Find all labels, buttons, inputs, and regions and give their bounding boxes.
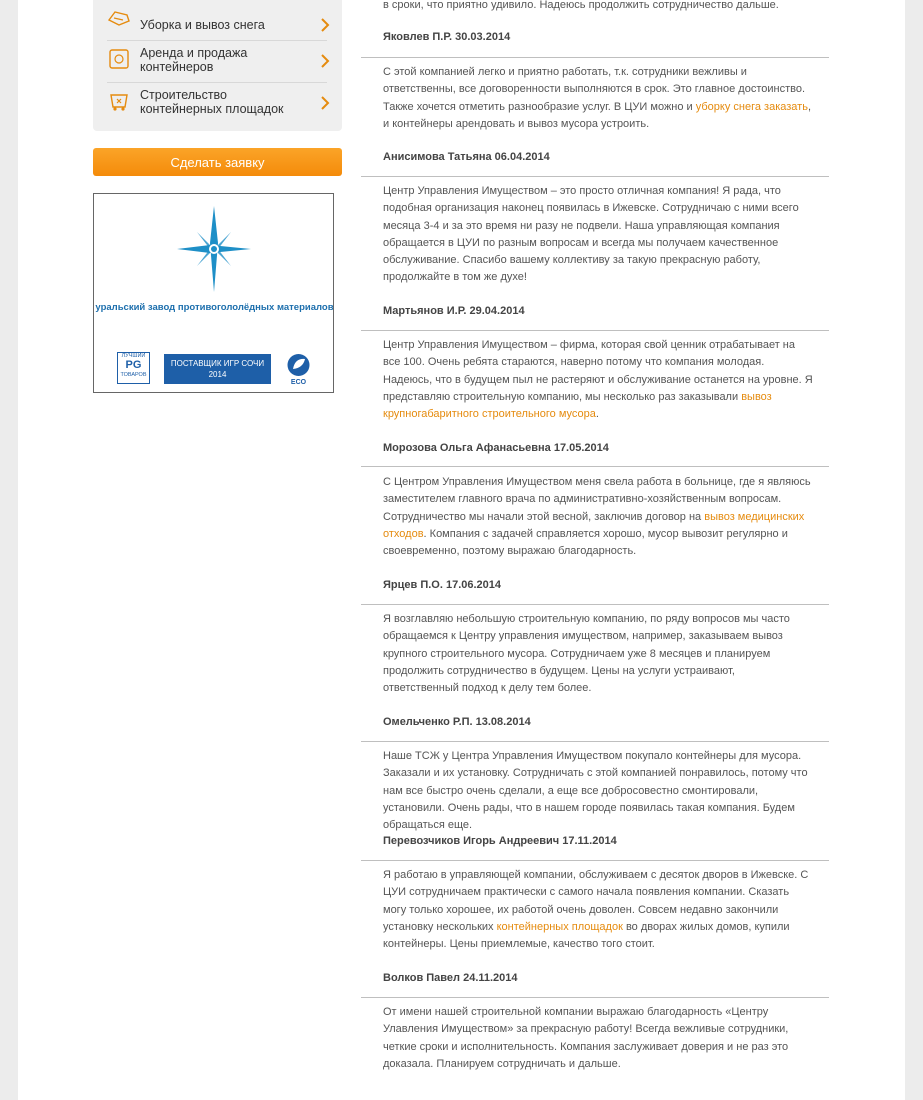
review-divider — [361, 997, 829, 998]
review-text-part: С этой компанией легко и приятно работать, т.к. сотрудники вежливы и ответственны, все договоренности выполняются в срок. Это главное достоинство. Также хочется отметить разнообразие услуг. В ЦУИ можно и — [383, 66, 806, 113]
container-icon — [107, 47, 131, 71]
review-text — [383, 867, 813, 953]
review-text-part: Я работаю в управляющей компании, обслуживаем с десяток дворов в Ижевске. С ЦУИ сотрудничаем практически с самого начала появления компании. Сказать могу только хорошее, их работой очень доволен. Совсем недавно закончили установку нескольких — [383, 869, 809, 933]
review-text-part: во дворах жилых домов, купили контейнеры. Цены приемлемые, качество того стоит. — [383, 920, 790, 951]
construction-waste-link[interactable]: вывоз крупногабаритного строительного мусора — [383, 390, 772, 421]
container-sites-link[interactable]: контейнерных площадок — [496, 920, 623, 933]
review-divider — [361, 176, 829, 177]
review-text-part: . Компания с задачей справляется хорошо, мусор вывозит регулярно и своевременно, поэтому выражаю благодарность. — [383, 527, 788, 558]
review-text: Наше ТСЖ у Центра Управления Имуществом покупало контейнеры для мусора. Заказали и их установку. Сотрудничать с этой компанией понравилось, потому что нам все быстро очень сделали, а еще все добросовестно смонтировали, установили. Очень рады, что в нашем городе появилась такая компания. Будем обращаться еще. — [383, 750, 808, 832]
review-author: Волков Павел 24.11.2014 — [383, 972, 518, 984]
badge-line: ЛУЧШИЙ — [121, 353, 146, 359]
review-text-part: С Центром Управления Имуществом меня свела работа в больнице, где я являюсь заместителем главного врача по административно-хозяйственным вопросам. Сотрудничество мы начали этой весной, заключив договор на — [383, 476, 811, 523]
review-divider — [361, 57, 829, 58]
best-goods-badge — [117, 352, 150, 384]
eco-label: ECO — [290, 379, 307, 385]
sidebar-banner[interactable] — [93, 193, 334, 393]
review-text: Я возглавляю небольшую строительную компанию, по ряду вопросов мы часто обращаемся к Центру управления имуществом, например, заказываем вывоз крупного строительного мусора. Сотрудничаем уже 8 месяцев и планируем продолжить сотрудничество в будущем. Цены на услуги устраивают, ответственный подход к делу тем более. — [383, 613, 790, 695]
medical-waste-link[interactable]: вывоз медицинских отходов — [383, 510, 805, 540]
supplier-badge: ПОСТАВЩИК ИГР СОЧИ 2014 — [164, 354, 271, 384]
review-text — [383, 64, 813, 133]
sidebar-menu — [93, 0, 342, 131]
chevron-right-icon — [320, 96, 330, 110]
compass-star-logo — [177, 206, 251, 292]
sidebar-item-containers[interactable] — [93, 41, 342, 82]
review-text-part: , и контейнеры арендовать и вывоз мусора устроить. — [383, 100, 811, 130]
badge-line: ТОВАРОВ — [120, 372, 147, 378]
review-text: в сроки, что приятно удивило. Надеюсь продолжить сотрудничество дальше. — [383, 0, 779, 11]
review-author: Анисимова Татьяна 06.04.2014 — [383, 151, 550, 163]
container-site-icon — [107, 89, 131, 113]
chevron-right-icon — [320, 18, 330, 32]
snow-removal-link[interactable]: уборку снега заказать — [695, 100, 808, 113]
review-author: Яковлев П.Р. 30.03.2014 — [383, 31, 511, 43]
sidebar-item-container-sites[interactable] — [93, 83, 342, 124]
review-text — [383, 474, 813, 560]
eco-leaf-icon — [285, 353, 312, 385]
review-text-part: . — [595, 408, 599, 421]
review-divider — [361, 741, 829, 742]
review-divider — [361, 860, 829, 861]
chevron-right-icon — [320, 54, 330, 68]
review-author: Мартьянов И.Р. 29.04.2014 — [383, 305, 525, 317]
banner-title: уральский завод противогололёдных материалов — [95, 302, 334, 313]
make-request-button[interactable]: Сделать заявку — [93, 148, 342, 176]
badge-line: PG — [125, 359, 142, 371]
review-text: Центр Управления Имуществом – это просто отличная компания! Я рада, что подобная организация наконец появилась в Ижевске. Сотрудничаю с ними всего месяца 3-4 и за это время ни разу не подвели. Наша управляющая компания обращается в ЦУИ по разным вопросам и всегда мы получаем качественное обслуживание. Спасибо вашему коллективу за такую прекрасную работу, продолжайте в том же духе! — [383, 185, 799, 284]
review-author: Морозова Ольга Афанасьевна 17.05.2014 — [383, 442, 609, 454]
review-text — [383, 337, 813, 423]
review-divider — [361, 604, 829, 605]
sidebar-item-snow-removal[interactable] — [93, 0, 342, 39]
sidebar-item-label: Аренда и продажа контейнеров — [140, 46, 248, 74]
review-divider — [361, 330, 829, 331]
sidebar-item-label: Уборка и вывоз снега — [140, 18, 265, 32]
review-author: Омельченко Р.П. 13.08.2014 — [383, 716, 531, 728]
review-text-part: Центр Управления Имуществом – фирма, которая свой ценник отрабатывает на все 100. Очень ребята стараются, наверно потому что компания молодая. Надеюсь, что в будущем пыл не растеряют и обслуживание останется на уровне. Я представляю строительную компанию, мы несколько раз заказывали — [383, 339, 813, 403]
review-author: Ярцев П.О. 17.06.2014 — [383, 579, 502, 591]
review-divider — [361, 466, 829, 467]
sidebar-item-label: Строительство контейнерных площадок — [140, 88, 284, 116]
review-text: От имени нашей строительной компании выражаю благодарность «Центру Улавления Имуществом» за прекрасную работу! Всегда вежливые сотрудники, четкие сроки и исполнительность. Компания заслуживает доверия и не раз это доказала. Планируем сотрудничать и дальше. — [383, 1006, 789, 1070]
snow-plow-icon — [107, 6, 131, 30]
review-author: Перевозчиков Игорь Андреевич 17.11.2014 — [383, 835, 617, 847]
